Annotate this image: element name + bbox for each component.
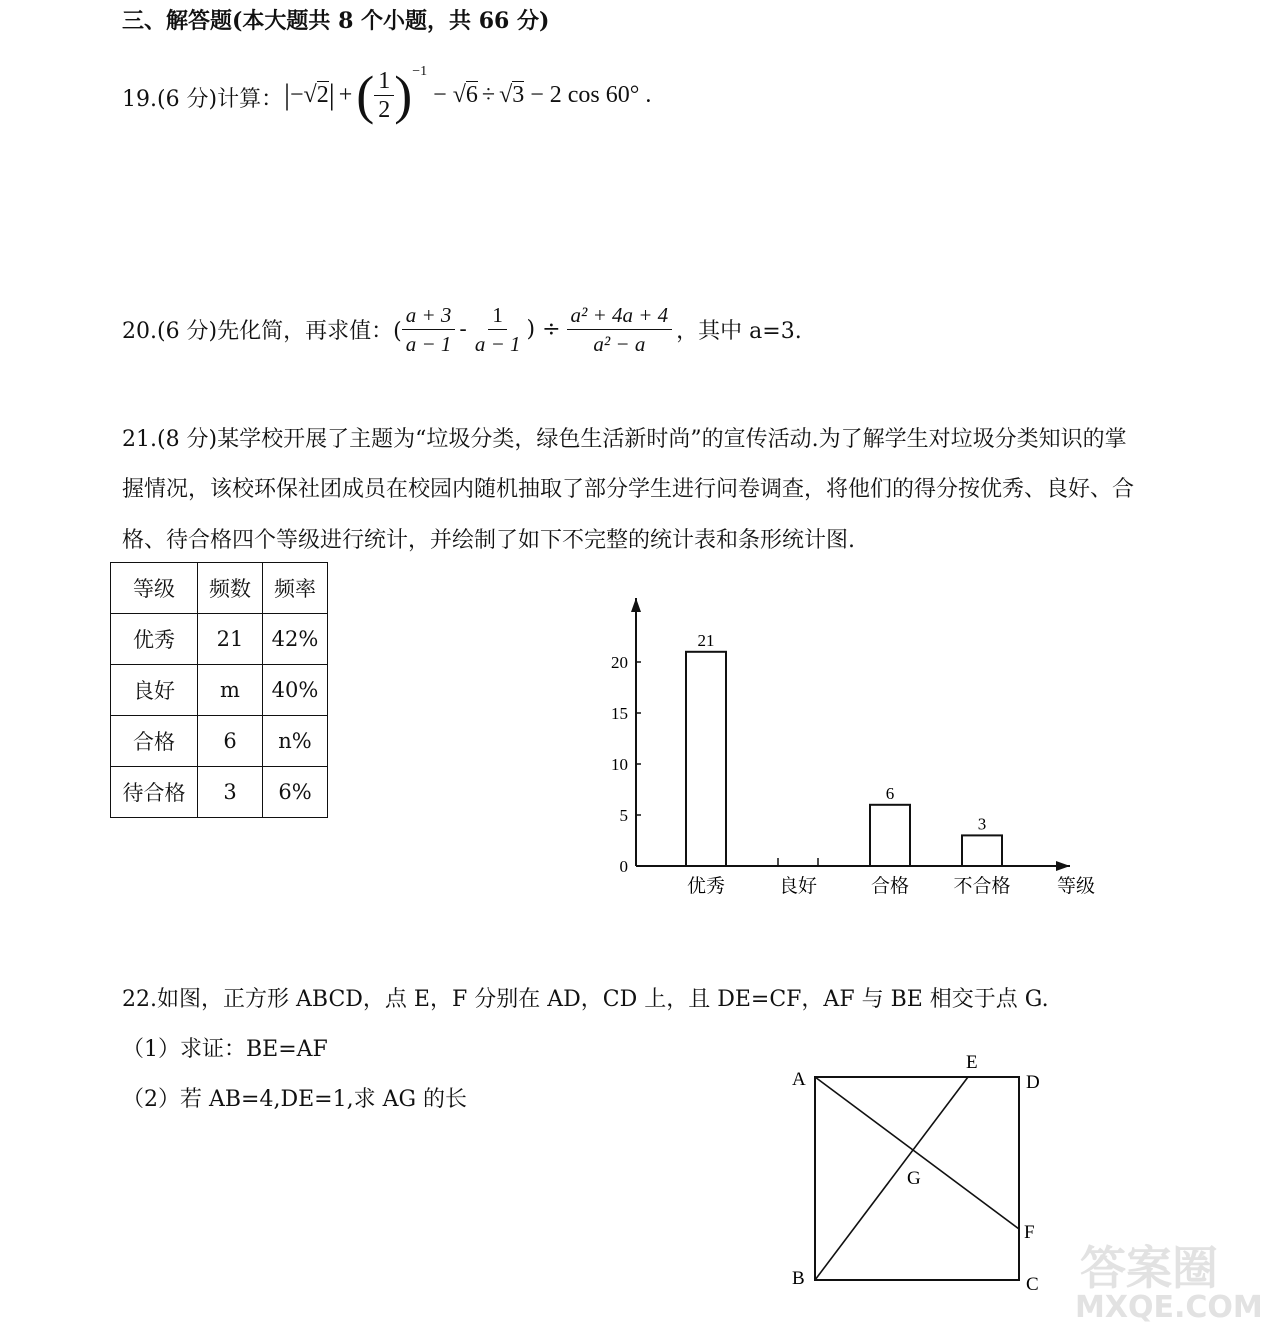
- q19-sqrt3: 3: [512, 82, 525, 108]
- table-row: [111, 665, 328, 716]
- table-row: [111, 614, 328, 665]
- segment-af: [815, 1077, 1019, 1229]
- point-label-e: E: [966, 1052, 978, 1073]
- table-cell: n%: [263, 716, 328, 767]
- y-tick-label: 10: [611, 755, 628, 774]
- q19-frac-num: 1: [374, 67, 394, 96]
- q20-f1-num: a + 3: [402, 301, 456, 330]
- q19-frac-den: 2: [378, 96, 391, 123]
- bar: [686, 652, 726, 866]
- table-cell: 3: [198, 767, 263, 818]
- q20-f3-num: a² + 4a + 4: [567, 301, 673, 330]
- y-tick-label: 15: [611, 704, 628, 723]
- section-title: 三、解答题(本大题共 8 个小题，共 66 分): [122, 8, 550, 34]
- q19-exponent: −1: [412, 64, 428, 79]
- table-header-cell: 频数: [198, 563, 263, 614]
- table-cell: 40%: [263, 665, 328, 716]
- y-tick-label: 20: [611, 653, 628, 672]
- table-cell: 6: [198, 716, 263, 767]
- point-label-b: B: [792, 1268, 805, 1289]
- table-row: [111, 767, 328, 818]
- table-cell: 21: [198, 614, 263, 665]
- q20-f2-num: 1: [488, 301, 507, 330]
- table-cell: 待合格: [111, 767, 198, 818]
- q22-part2: （2）若 AB=4,DE=1,求 AG 的长: [122, 1087, 468, 1112]
- y-tick-label: 5: [619, 806, 628, 825]
- q20-div: ) ÷: [526, 316, 561, 342]
- watermark-line1: 答案圈: [1080, 1241, 1218, 1295]
- table-header-row: [111, 563, 328, 614]
- q19-minus: −: [433, 81, 447, 108]
- square-figure: [780, 1040, 1060, 1300]
- q19-sqrt2: 2: [316, 82, 329, 108]
- q22-part1: （1）求证：BE=AF: [122, 1037, 328, 1062]
- table-cell: m: [198, 665, 263, 716]
- data-label: 3: [977, 814, 987, 834]
- point-label-f: F: [1024, 1222, 1035, 1243]
- x-tick-label: 合格: [870, 876, 910, 897]
- q19-div: ÷: [481, 81, 496, 108]
- table-cell: 6%: [263, 767, 328, 818]
- segment-be: [815, 1077, 968, 1280]
- point-label-g: G: [907, 1168, 921, 1189]
- q21-line1: 21.(8 分)某学校开展了主题为“垃圾分类，绿色生活新时尚”的宣传活动.为了解学生对垃圾分类知识的掌: [122, 427, 1127, 452]
- q20-expression: [122, 298, 802, 360]
- q21-line2: 握情况，该校环保社团成员在校园内随机抽取了部分学生进行问卷调查，将他们的得分按优秀、良好、合: [122, 477, 1135, 502]
- point-label-c: C: [1026, 1274, 1039, 1295]
- q19-sqrt6: 6: [465, 82, 478, 108]
- table-cell: 合格: [111, 716, 198, 767]
- watermark-url: MXQE.COM: [1075, 1290, 1263, 1325]
- q21-line3: 格、待合格四个等级进行统计，并绘制了如下不完整的统计表和条形统计图.: [122, 528, 855, 553]
- table-header-cell: 等级: [111, 563, 198, 614]
- data-label: 21: [697, 630, 715, 650]
- q20-minus: -: [459, 316, 467, 342]
- q19-label: 19.(6 分)计算：: [122, 87, 284, 112]
- y-tick-label: 0: [619, 857, 628, 876]
- bar: [870, 805, 910, 866]
- bar: [962, 835, 1002, 866]
- q22-line1: 22.如图，正方形 ABCD，点 E，F 分别在 AD，CD 上，且 DE=CF，AF 与 BE 相交于点 G.: [122, 987, 1049, 1012]
- x-axis-label: 等级: [1056, 876, 1096, 897]
- x-tick-label: 优秀: [686, 876, 726, 897]
- q20-f3-den: a² − a: [593, 331, 646, 356]
- q19-expression: | −√ 2 | + ( $\frac{1}{2}$ ) $^{-1}$ − √ 6 ÷ √ 3 − 2 cos 60° .: [284, 64, 652, 125]
- x-axis-arrow: [1056, 861, 1070, 871]
- table-cell: 良好: [111, 665, 198, 716]
- frequency-table: [110, 562, 328, 818]
- table-row: [111, 716, 328, 767]
- x-tick-label: 良好: [778, 876, 818, 897]
- point-label-d: D: [1026, 1072, 1040, 1093]
- q20-label: 20.(6 分)先化简，再求值：(: [122, 318, 402, 344]
- data-label: 6: [885, 783, 895, 803]
- watermark-logo: [1080, 1232, 1218, 1298]
- table-cell: 优秀: [111, 614, 198, 665]
- q20-f1-den: a − 1: [405, 331, 452, 356]
- q19-tail: − 2 cos 60° .: [530, 81, 652, 108]
- q20-tail: ，其中 a=3.: [676, 318, 802, 344]
- bar-chart: [590, 590, 1110, 910]
- table-cell: 42%: [263, 614, 328, 665]
- point-label-a: A: [792, 1069, 806, 1090]
- x-tick-label: 不合格: [953, 876, 1011, 897]
- y-axis-arrow: [631, 598, 641, 612]
- q20-f2-den: a − 1: [474, 331, 521, 356]
- table-header-cell: 频率: [263, 563, 328, 614]
